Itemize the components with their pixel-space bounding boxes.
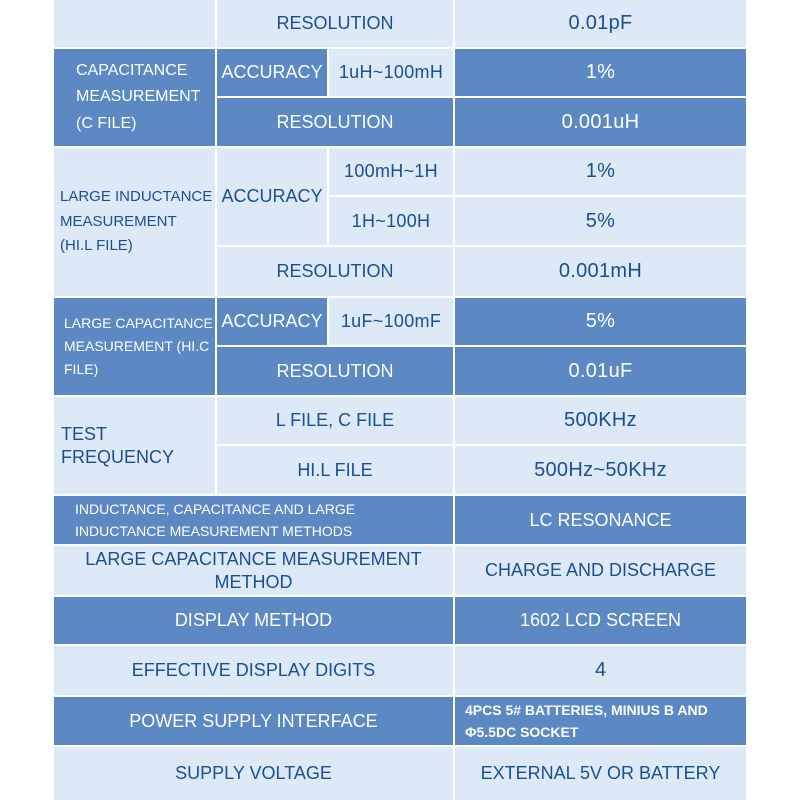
large-inductance-range-2: 1H~100H <box>329 197 453 245</box>
large-capacitance-resolution-label: RESOLUTION <box>217 347 453 395</box>
large-inductance-group-label: LARGE INDUCTANCE MEASUREMENT (HI.L FILE) <box>54 148 215 296</box>
methods-label: INDUCTANCE, CAPACITANCE AND LARGE INDUCTANCE MEASUREMENT METHODS <box>54 496 453 544</box>
power-interface-label: POWER SUPPLY INTERFACE <box>54 697 453 745</box>
large-cap-method-value: CHARGE AND DISCHARGE <box>455 546 746 595</box>
large-capacitance-group-label: LARGE CAPACITANCE MEASUREMENT (HI.C FILE) <box>54 298 215 395</box>
supply-voltage-label: SUPPLY VOLTAGE <box>54 747 453 800</box>
test-frequency-lc-value: 500KHz <box>455 397 746 444</box>
capacitance-group-label: CAPACITANCE MEASUREMENT (C FILE) <box>54 49 215 146</box>
capacitance-resolution-value: 0.001uH <box>455 98 746 146</box>
test-frequency-label: TEST FREQUENCY <box>54 397 215 494</box>
test-frequency-lc-label: L FILE, C FILE <box>217 397 453 444</box>
display-method-value: 1602 LCD SCREEN <box>455 597 746 644</box>
methods-value: LC RESONANCE <box>455 496 746 544</box>
large-inductance-resolution-value: 0.001mH <box>455 247 746 296</box>
large-inductance-range-1: 100mH~1H <box>329 148 453 195</box>
large-inductance-resolution-label: RESOLUTION <box>217 247 453 296</box>
large-cap-method-label: LARGE CAPACITANCE MEASUREMENT METHOD <box>54 546 453 595</box>
capacitance-accuracy-value: 1% <box>455 49 746 96</box>
capacitance-accuracy-label: ACCURACY <box>217 49 327 96</box>
capacitance-resolution-label: RESOLUTION <box>217 98 453 146</box>
row0-resolution-label: RESOLUTION <box>217 0 453 47</box>
test-frequency-hil-label: HI.L FILE <box>217 446 453 494</box>
power-interface-value: 4PCS 5# BATTERIES, MINIUS B AND Φ5.5DC SOCKET <box>455 697 746 745</box>
large-capacitance-accuracy-range: 1uF~100mF <box>329 298 453 345</box>
display-method-label: DISPLAY METHOD <box>54 597 453 644</box>
supply-voltage-value: EXTERNAL 5V OR BATTERY <box>455 747 746 800</box>
large-capacitance-accuracy-label: ACCURACY <box>217 298 327 345</box>
large-capacitance-resolution-value: 0.01uF <box>455 347 746 395</box>
large-inductance-value-2: 5% <box>455 197 746 245</box>
large-inductance-accuracy-label: ACCURACY <box>217 148 327 245</box>
capacitance-accuracy-range: 1uH~100mH <box>329 49 453 96</box>
large-capacitance-accuracy-value: 5% <box>455 298 746 345</box>
display-digits-value: 4 <box>455 646 746 695</box>
large-inductance-value-1: 1% <box>455 148 746 195</box>
row0-resolution-value: 0.01pF <box>455 0 746 47</box>
test-frequency-hil-value: 500Hz~50KHz <box>455 446 746 494</box>
row0-group-cell <box>54 0 215 47</box>
display-digits-label: EFFECTIVE DISPLAY DIGITS <box>54 646 453 695</box>
